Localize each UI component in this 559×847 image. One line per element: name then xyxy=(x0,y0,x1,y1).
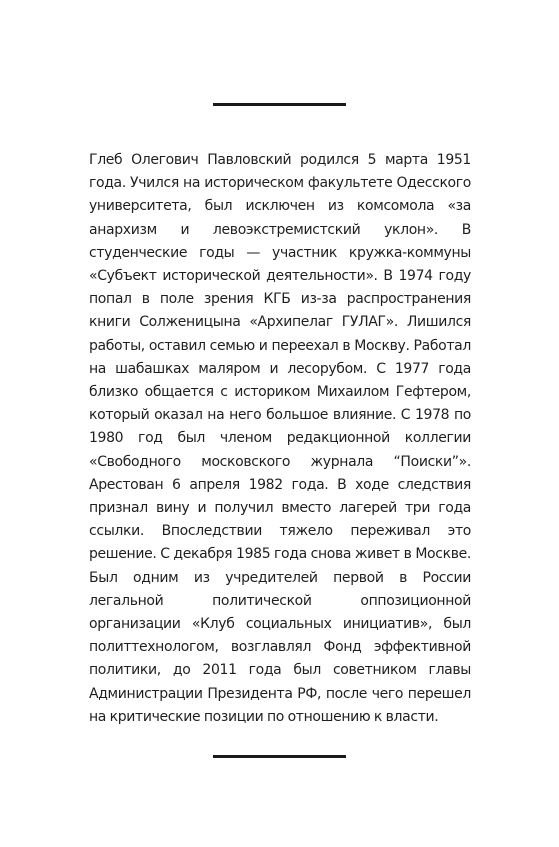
bottom-divider xyxy=(213,755,346,758)
biography-paragraph: Глеб Олегович Павловский родился 5 марта 1951 года. Учился на историческом факультете Одесского университета, был исключен из комсомола «за анархизм и левоэкстремистский уклон». В студенческие годы — участник кружка-коммуны «Субъект исторической деятельности». В 1974 году попал в поле зрения КГБ из-за распространения книги Солженицына «Архипелаг ГУЛАГ». Лишился работы, оставил семью и переехал в Москву. Работал на шабашках маляром и лесорубом. С 1977 года близко общается с историком Михаилом Гефтером, который оказал на него большое влияние. С 1978 по 1980 год был членом редакционной коллегии «Свободного московского журнала “Поиски”». Арестован 6 апреля 1982 года. В ходе следствия признал вину и получил вместо лагерей три года ссылки. Впоследствии тяжело переживал это решение. С декабря 1985 года снова живет в Москве. Был одним из учредителей первой в России легальной политической оппозиционной организации «Клуб социальных инициатив», был политтехнологом, возглавлял Фонд эффективной политики, до 2011 года был советником главы Администрации Президента РФ, после чего перешел на критические позиции по отношению к власти. xyxy=(89,152,471,725)
top-divider xyxy=(213,103,346,106)
